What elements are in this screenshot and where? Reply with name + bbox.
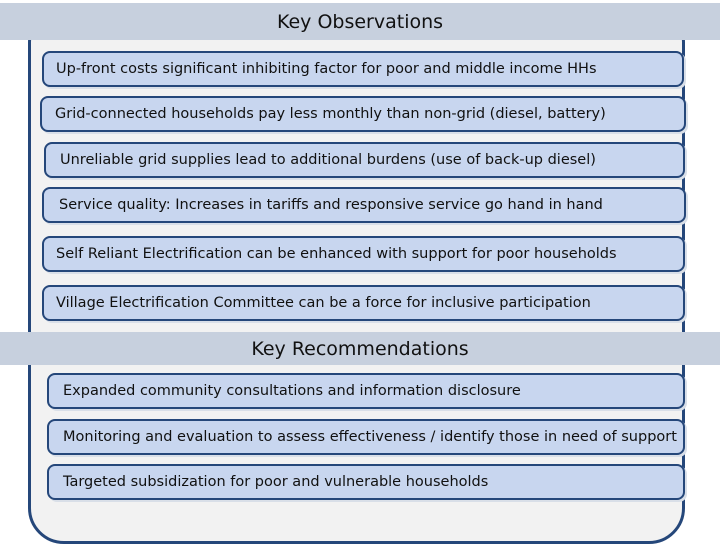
recommendations-title: Key Recommendations [251, 337, 469, 360]
observation-item: Grid-connected households pay less monthly than non-grid (diesel, battery) [40, 96, 686, 132]
recommendation-item: Monitoring and evaluation to assess effectiveness / identify those in need of support [47, 419, 685, 455]
observation-item: Unreliable grid supplies lead to additional burdens (use of back-up diesel) [44, 142, 685, 178]
observation-item: Self Reliant Electrification can be enhanced with support for poor households [42, 236, 685, 272]
recommendations-header-band [0, 332, 720, 365]
observation-item: Service quality: Increases in tariffs and responsive service go hand in hand [42, 187, 686, 223]
observations-title: Key Observations [276, 10, 444, 33]
observations-header-band [0, 3, 720, 40]
recommendation-item: Expanded community consultations and information disclosure [47, 373, 685, 409]
observation-item: Up-front costs significant inhibiting factor for poor and middle income HHs [42, 51, 684, 87]
observation-item: Village Electrification Committee can be a force for inclusive participation [42, 285, 685, 321]
recommendation-item: Targeted subsidization for poor and vulnerable households [47, 464, 685, 500]
